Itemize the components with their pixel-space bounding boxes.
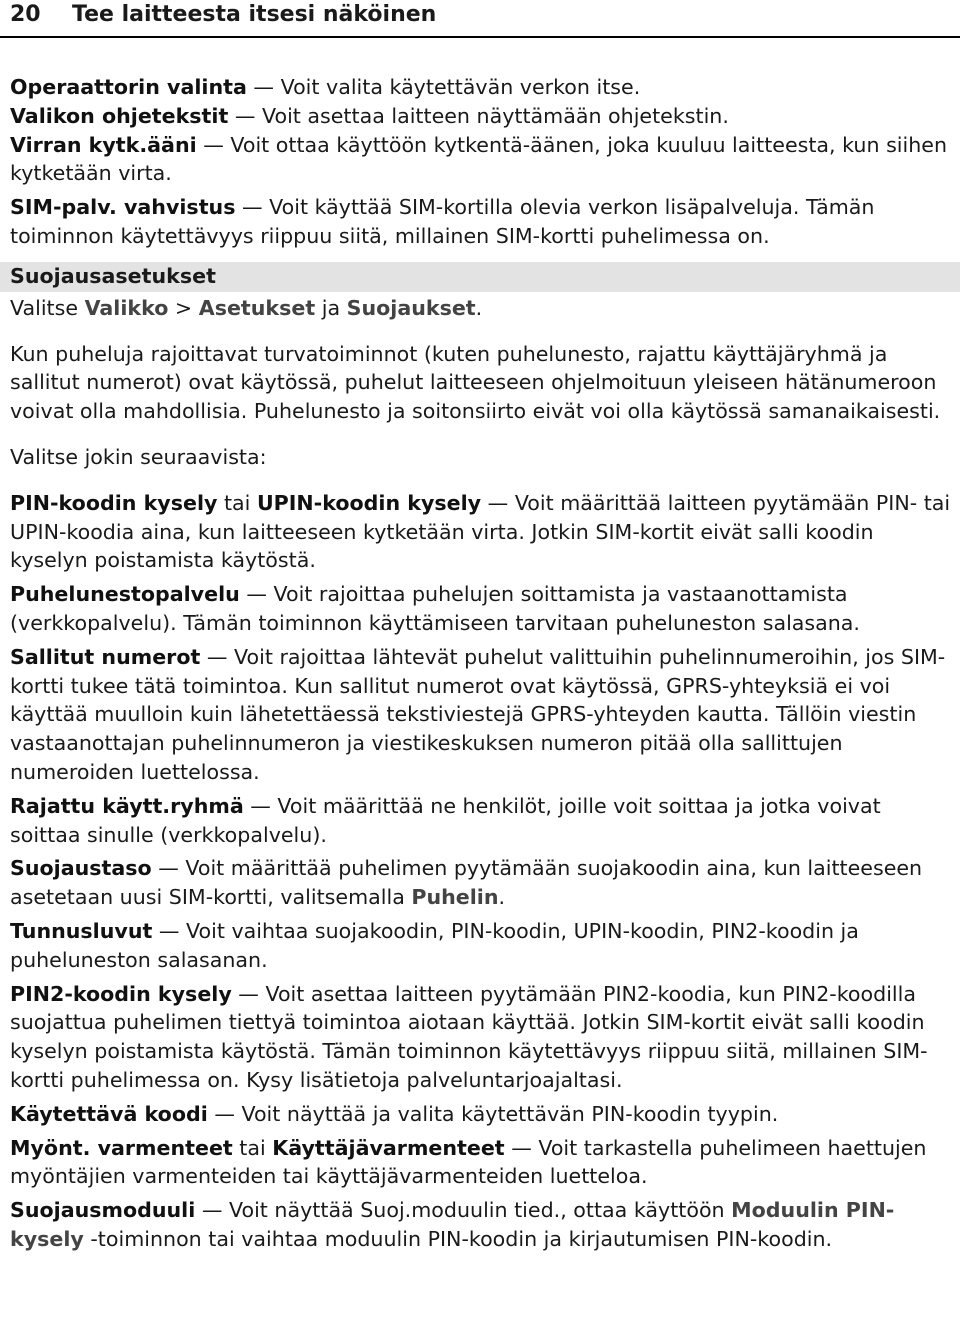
description: Voit määrittää ne henkilöt, joille voit soittaa ja jotka voivat soittaa sinulle (verkkopalvelu). [10, 793, 881, 847]
dash: — [504, 1135, 539, 1160]
term: Operaattorin valinta [10, 75, 247, 99]
section-heading: Suojausasetukset [0, 262, 960, 292]
term: PIN2-koodin kysely [10, 981, 232, 1006]
term: Sallitut numerot [10, 644, 201, 669]
term: Myönt. varmenteet [10, 1135, 233, 1160]
nav-separator: > [168, 295, 199, 320]
description: Voit tarkastella puhelimeen haettujen myöntäjien varmenteiden tai käyttäjävarmenteiden luetteloa. [10, 1135, 927, 1189]
end: . [498, 885, 506, 910]
nav-end: . [475, 295, 483, 320]
description: Voit ottaa käyttöön kytkentä-äänen, joka kuuluu laitteesta, kun siihen kytketään virta. [10, 132, 948, 186]
item-call-barring [10, 580, 955, 638]
description: Voit näyttää ja valita käytettävän PIN-koodin tyypin. [241, 1101, 779, 1126]
page-header [0, 0, 960, 38]
description: Voit näyttää [229, 1198, 361, 1223]
term: Puhelunestopalvelu [10, 582, 240, 607]
nav-menu: Valikko [84, 295, 169, 320]
nav-settings: Asetukset [198, 295, 316, 320]
emphasis: Moduulin PIN-kysely [10, 1198, 895, 1251]
dash: — [235, 195, 270, 220]
item-security-module [10, 1196, 955, 1254]
page-number: 20 [10, 2, 41, 27]
nav-security: Suojaukset [346, 295, 476, 320]
item-operator-selection [10, 73, 955, 102]
nav-prefix: Valitse [10, 295, 79, 320]
term: Suojaustaso [10, 856, 152, 881]
dash: — [239, 582, 274, 607]
dash: — [200, 644, 235, 669]
description-3: -toiminnon tai vaihtaa moduulin PIN-koodin ja kirjautumisen PIN-koodin. [83, 1226, 833, 1251]
term: Rajattu käytt.ryhmä [10, 793, 244, 818]
dash: — [207, 1101, 242, 1126]
term: Tunnusluvut [10, 918, 153, 943]
item-pin-request [10, 489, 955, 575]
navigation-path [10, 294, 955, 323]
dash: — [481, 490, 515, 515]
chapter-title: Tee laitteesta itsesi näköinen [72, 2, 437, 27]
dash: — [228, 103, 262, 128]
or: tai [217, 490, 257, 515]
intro-paragraph: Kun puheluja rajoittavat turvatoiminnot (kuten puhelunesto, rajattu käyttäjäryhmä ja sallitut numerot) ovat käytössä, puhelut laitteeseen ohjelmoituun yleiseen hätänumeroon voivat olla mahdollisia. Puhelunesto ja soitonsiirto eivät voi olla käytössä samanaikaisesti. [10, 341, 941, 424]
dash: — [246, 75, 281, 99]
item-fixed-dialing [10, 643, 955, 787]
term: PIN-koodin kysely [10, 490, 218, 515]
nav-and: ja [315, 295, 347, 320]
or: tai [232, 1135, 273, 1160]
item-pin2-request [10, 980, 955, 1095]
item-help-texts [10, 102, 955, 131]
choose-line: Valitse jokin seuraavista: [10, 444, 267, 469]
item-access-codes [10, 917, 955, 975]
dash: — [151, 856, 186, 881]
item-sim-confirmation [10, 193, 955, 251]
description: Voit vaihtaa suojakoodin, PIN-koodin, UPIN-koodin, PIN2-koodin ja puheluneston salasanan. [10, 918, 859, 972]
description: Voit valita käytettävän verkon itse. [280, 75, 641, 99]
description: Voit asettaa laitteen pyytämään PIN2-koodia, kun PIN2-koodilla suojattua puhelimen tiettyä toimintoa aiotaan käyttää. Jotkin SIM-kortit eivät salli koodin kyselyn poistamista käytöstä. Tämän toiminnon käytettävyys riippuu siitä, millainen SIM-kortti puhelimessa on. Kysy lisätietoja palveluntarjoajaltasi. [10, 981, 928, 1092]
dash: — [231, 981, 266, 1006]
code-label: Suoj.moduulin tied. [360, 1198, 561, 1223]
term: Käytettävä koodi [10, 1101, 208, 1126]
description: Voit määrittää laitteen pyytämään PIN- tai UPIN-koodia aina, kun laitteeseen kytketään virta. Jotkin SIM-kortit eivät salli koodin kyselyn poistamista käytöstä. [10, 490, 951, 573]
item-security-level [10, 854, 955, 912]
description: Voit määrittää puhelimen pyytämään suojakoodin aina, kun laitteeseen asetetaan uusi SIM-kortti, valitsemalla [10, 856, 923, 910]
dash: — [243, 793, 278, 818]
dash: — [152, 918, 187, 943]
term-2: Käyttäjävarmenteet [272, 1135, 505, 1160]
item-power-tone [10, 131, 955, 189]
term: Suojausmoduuli [10, 1198, 196, 1223]
dash: — [195, 1198, 229, 1223]
description-2: , ottaa käyttöön [560, 1198, 732, 1223]
description: Voit rajoittaa lähtevät puhelut valittuihin puhelinnumeroihin, jos SIM-kortti tukee tätä toimintoa. Kun sallitut numerot ovat käytössä, GPRS-yhteyksiä ei voi käyttää muulloin kuin lähetettäessä tekstiviestejä GPRS-yhteyden kautta. Tällöin viestin vastaanottajan puhelinnumeron ja viestikeskuksen numeron pitää olla sallittujen numeroiden luettelossa. [10, 644, 946, 784]
page-content [10, 73, 955, 1259]
term: SIM-palv. vahvistus [10, 195, 236, 220]
item-certificates [10, 1134, 955, 1192]
item-closed-user-group [10, 792, 955, 850]
term: Valikon ohjetekstit [10, 103, 229, 128]
description: Voit käyttää SIM-kortilla olevia verkon lisäpalveluja. Tämän toiminnon käytettävyys riippuu siitä, millainen SIM-kortti puhelimessa on. [10, 195, 875, 248]
emphasis: Puhelin [411, 885, 499, 910]
dash: — [196, 132, 231, 157]
term: Virran kytk.ääni [10, 132, 197, 157]
description: Voit asettaa laitteen näyttämään ohjetekstin. [261, 103, 729, 128]
term-2: UPIN-koodin kysely [256, 490, 482, 515]
item-code-in-use [10, 1100, 955, 1129]
description: Voit rajoittaa puhelujen soittamista ja vastaanottamista (verkkopalvelu). Tämän toiminnon käyttämiseen tarvitaan puheluneston salasana. [10, 582, 860, 635]
